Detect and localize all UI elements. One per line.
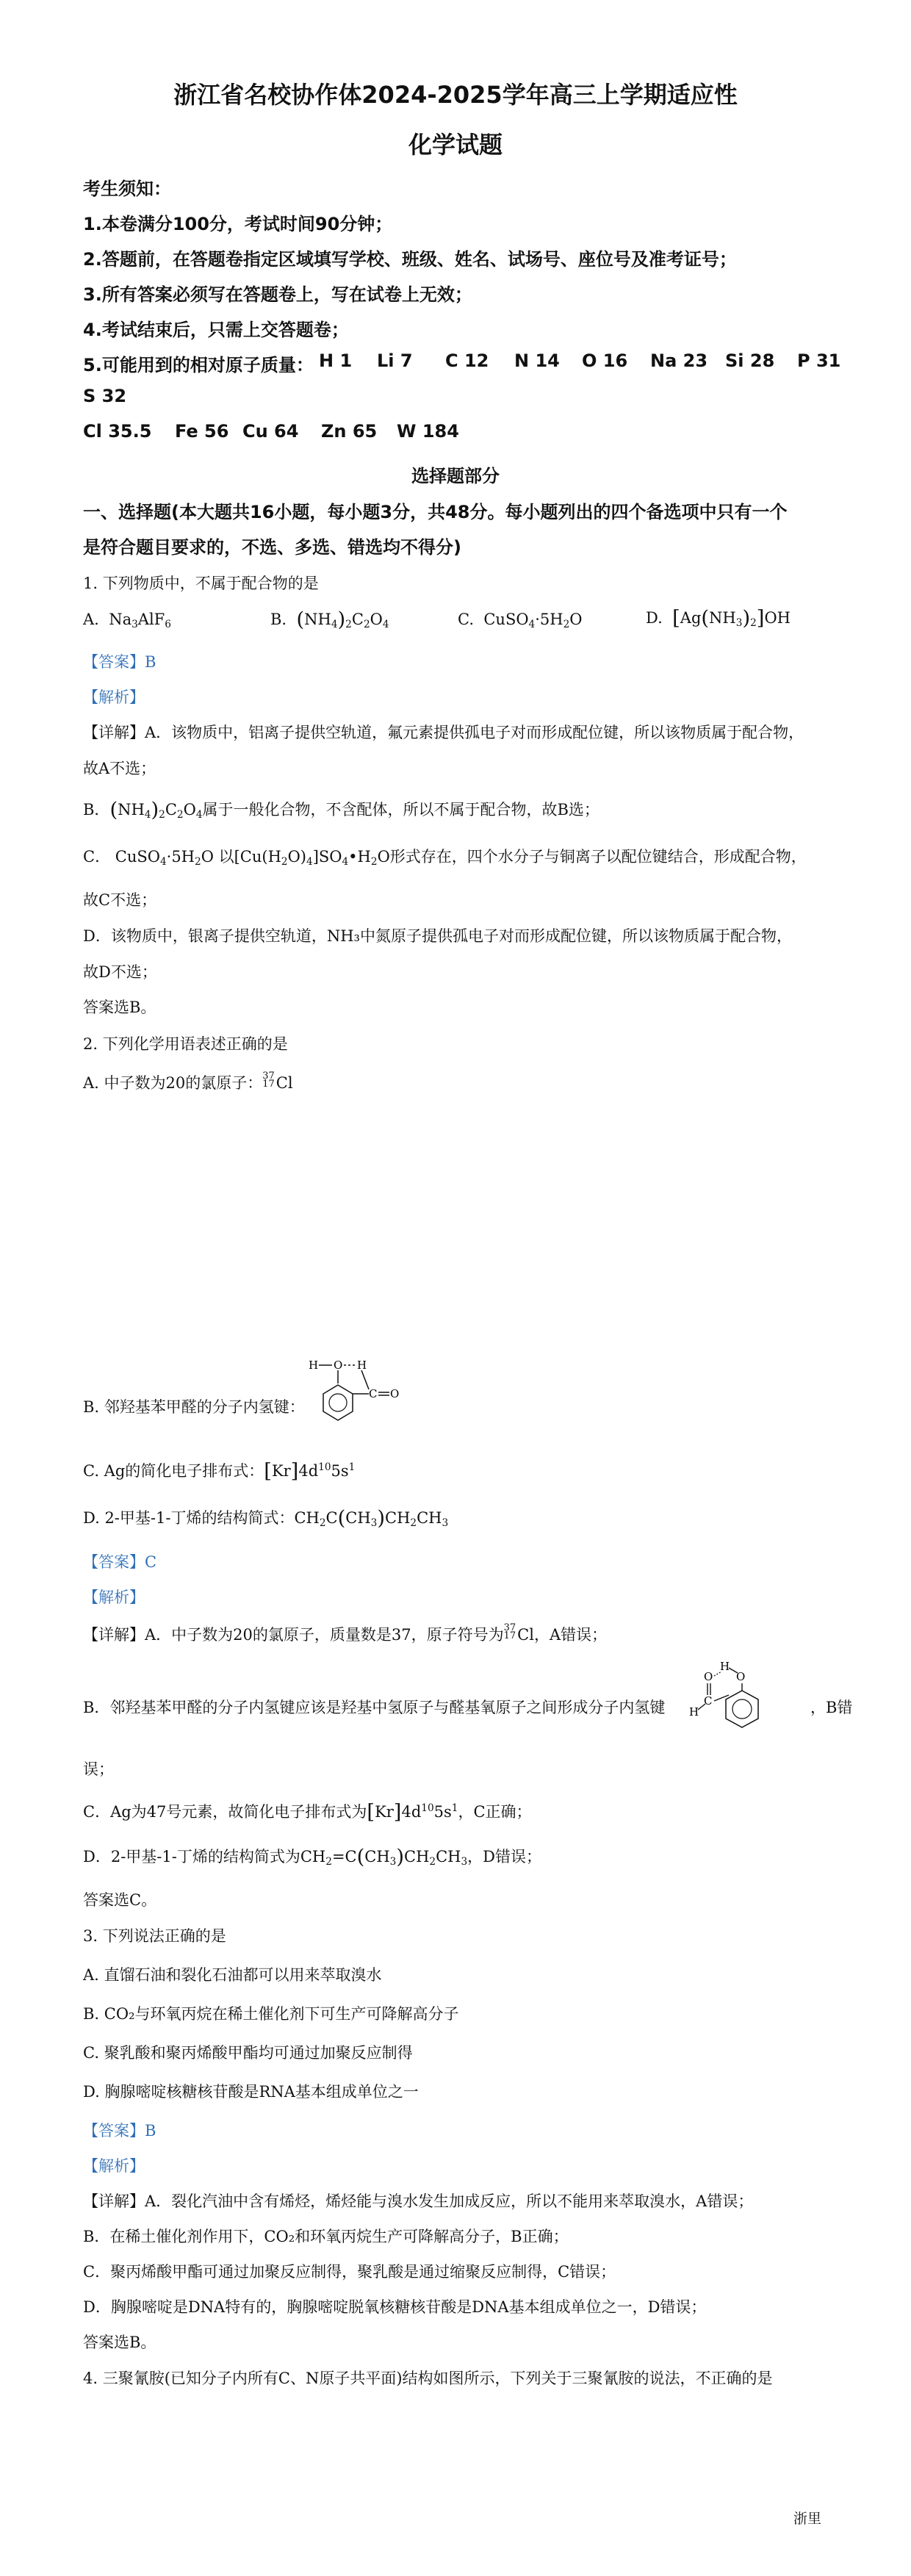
- q4-stem: 4. 三聚氰胺(已知分子内所有C、N原子共平面)结构如图所示，下列关于三聚氰胺的说法，不正确的是: [83, 2370, 773, 2387]
- q1-detail-3: C． $CuSO_4\cdot 5H_2O$ 以$[Cu(H_2O)_4]SO_4•H_2O$形式存在，四个水分子与铜离子以配位键结合，形成配合物，: [83, 848, 807, 868]
- q1-detail-4b: 故D不选；: [83, 963, 157, 981]
- q2-final: 答案选C。: [83, 1891, 157, 1909]
- q2-detail-4: D．2-甲基-1-丁烯的结构简式为$CH_2=C(CH_3)CH_2CH_3$，D错误；: [83, 1846, 541, 1868]
- q1-detail-2: B．$(NH_4)_2C_2O_4$属于一般化合物，不含配体，所以不属于配合物，故B选；: [83, 799, 599, 821]
- q3-option-d: D. 胸腺嘧啶核糖核苷酸是RNA基本组成单位之一: [83, 2083, 419, 2101]
- mass-li: Li 7: [377, 350, 413, 371]
- q3-stem: 3. 下列说法正确的是: [83, 1927, 226, 1945]
- q2-stem: 2. 下列化学用语表述正确的是: [83, 1035, 288, 1053]
- q3-answer: 【答案】B: [83, 2122, 156, 2140]
- notice-item-2: 2.答题前，在答题卷指定区域填写学校、班级、姓名、试场号、座位号及准考证号；: [83, 249, 737, 270]
- svg-text:C: C: [704, 1694, 713, 1708]
- q1-stem: 1. 下列物质中，不属于配合物的是: [83, 575, 319, 592]
- mass-p: P 31: [797, 350, 841, 371]
- exam-title-line1: 浙江省名校协作体2024-2025学年高三上学期适应性: [173, 81, 738, 109]
- mass-fe: Fe 56: [175, 421, 229, 442]
- q1-final: 答案选B。: [83, 999, 156, 1016]
- mass-h: H 1: [319, 350, 353, 371]
- q2-option-d: D. 2-甲基-1-丁烯的结构简式：$CH_2C(CH_3)CH_2CH_3$: [83, 1507, 449, 1530]
- svg-text:O: O: [704, 1670, 713, 1683]
- q2-detail-1: 【详解】A．中子数为20的氯原子，质量数是37，原子符号为 37 17 Cl，A错误；: [83, 1622, 608, 1644]
- notice-item-3: 3.所有答案必须写在答题卷上，写在试卷上无效；: [83, 284, 472, 305]
- section-instruction-1: 一、选择题(本大题共16小题，每小题3分，共48分。每小题列出的四个备选项中只有一个: [83, 502, 788, 522]
- notice-item-4: 4.考试结束后，只需上交答题卷；: [83, 320, 349, 340]
- q2-detail-2b: ，B错: [810, 1699, 853, 1716]
- notice-masses-label: 5.可能用到的相对原子质量：: [83, 355, 314, 375]
- q3-option-b: B. CO₂与环氧丙烷在稀土催化剂下可生产可降解高分子: [83, 2005, 459, 2023]
- mass-cu: Cu 64: [242, 421, 299, 442]
- mass-si: Si 28: [725, 350, 775, 371]
- svg-text:H: H: [357, 1359, 367, 1372]
- mass-c: C 12: [445, 350, 489, 371]
- notice-heading: 考生须知：: [83, 179, 171, 199]
- exam-title-line2: 化学试题: [408, 131, 503, 159]
- q1-option-c: C. $CuSO_4\cdot 5H_2O$: [458, 611, 583, 631]
- q2-option-c: C. Ag的简化电子排布式：$[Kr]4d^{10}5s^1$: [83, 1460, 356, 1483]
- q1-detail-1b: 故A不选；: [83, 760, 156, 777]
- svg-text:C: C: [369, 1387, 378, 1400]
- q3-detail-4: D．胸腺嘧啶是DNA特有的，胸腺嘧啶脱氧核糖核苷酸是DNA基本组成单位之一，D错误；: [83, 2298, 707, 2316]
- svg-text:O: O: [390, 1387, 400, 1400]
- mass-zn: Zn 65: [321, 421, 378, 442]
- q3-detail-1: 【详解】A．裂化汽油中含有烯烃，烯烃能与溴水发生加成反应，所以不能用来萃取溴水，A错误；: [83, 2192, 754, 2210]
- intramolecular-h-bond-structure-wrong: [307, 1356, 410, 1429]
- mass-w: W 184: [397, 421, 459, 442]
- q1-option-a: A. $Na_3AlF_6$: [83, 611, 171, 631]
- svg-text:H: H: [309, 1359, 319, 1372]
- mass-na: Na 23: [650, 350, 708, 371]
- q2-analysis-label: 【解析】: [83, 1589, 145, 1606]
- page-footer: 浙里: [793, 2511, 822, 2527]
- q2-detail-2: B．邻羟基苯甲醛的分子内氢键应该是羟基中氢原子与醛基氧原子之间形成分子内氢键: [83, 1699, 666, 1716]
- mass-n: N 14: [514, 350, 560, 371]
- q1-detail-3b: 故C不选；: [83, 891, 157, 909]
- section-instruction-2: 是符合题目要求的，不选、多选、错选均不得分): [83, 537, 461, 558]
- q3-analysis-label: 【解析】: [83, 2157, 145, 2175]
- q1-detail-1: 【详解】A．该物质中，铝离子提供空轨道，氟元素提供孤电子对而形成配位键，所以该物质属于配合物，: [83, 724, 804, 741]
- intramolecular-h-bond-structure-correct: [689, 1658, 807, 1739]
- q1-option-d: D. $[Ag(NH_3)_2]OH$: [646, 607, 791, 630]
- mass-cl: Cl 35.5: [83, 421, 152, 442]
- q1-detail-4: D．该物质中，银离子提供空轨道，NH₃中氮原子提供孤电子对而形成配位键，所以该物质属于配合物，: [83, 927, 792, 945]
- q3-option-a: A. 直馏石油和裂化石油都可以用来萃取溴水: [83, 1966, 382, 1984]
- svg-text:H: H: [689, 1705, 699, 1719]
- q2-detail-3: C．Ag为47号元素，故简化电子排布式为$[Kr]4d^{10}5s^1$，C正确；: [83, 1801, 532, 1824]
- svg-text:O: O: [736, 1670, 746, 1683]
- notice-item-1: 1.本卷满分100分，考试时间90分钟；: [83, 214, 393, 234]
- svg-text:H: H: [720, 1660, 730, 1673]
- mass-s: S 32: [83, 386, 127, 406]
- q2-option-b: B. 邻羟基苯甲醛的分子内氢键：: [83, 1398, 305, 1416]
- q2-answer: 【答案】C: [83, 1553, 157, 1571]
- q3-detail-2: B．在稀土催化剂作用下，CO₂和环氧丙烷生产可降解高分子，B正确；: [83, 2228, 569, 2245]
- q1-answer: 【答案】B: [83, 653, 156, 671]
- q3-option-c: C. 聚乳酸和聚丙烯酸甲酯均可通过加聚反应制得: [83, 2044, 413, 2062]
- q3-final: 答案选B。: [83, 2334, 156, 2351]
- q3-detail-3: C．聚丙烯酸甲酯可通过加聚反应制得，聚乳酸是通过缩聚反应制得，C错误；: [83, 2263, 616, 2281]
- q1-analysis-label: 【解析】: [83, 688, 145, 706]
- q2-option-a: A. 中子数为20的氯原子： 37 17 Cl: [83, 1070, 293, 1092]
- q1-option-b: B. $(NH_4)_2C_2O_4$: [270, 608, 389, 631]
- svg-text:O: O: [334, 1359, 343, 1372]
- section-title: 选择题部分: [411, 466, 500, 486]
- mass-o: O 16: [582, 350, 628, 371]
- q2-detail-2c: 误；: [83, 1760, 114, 1778]
